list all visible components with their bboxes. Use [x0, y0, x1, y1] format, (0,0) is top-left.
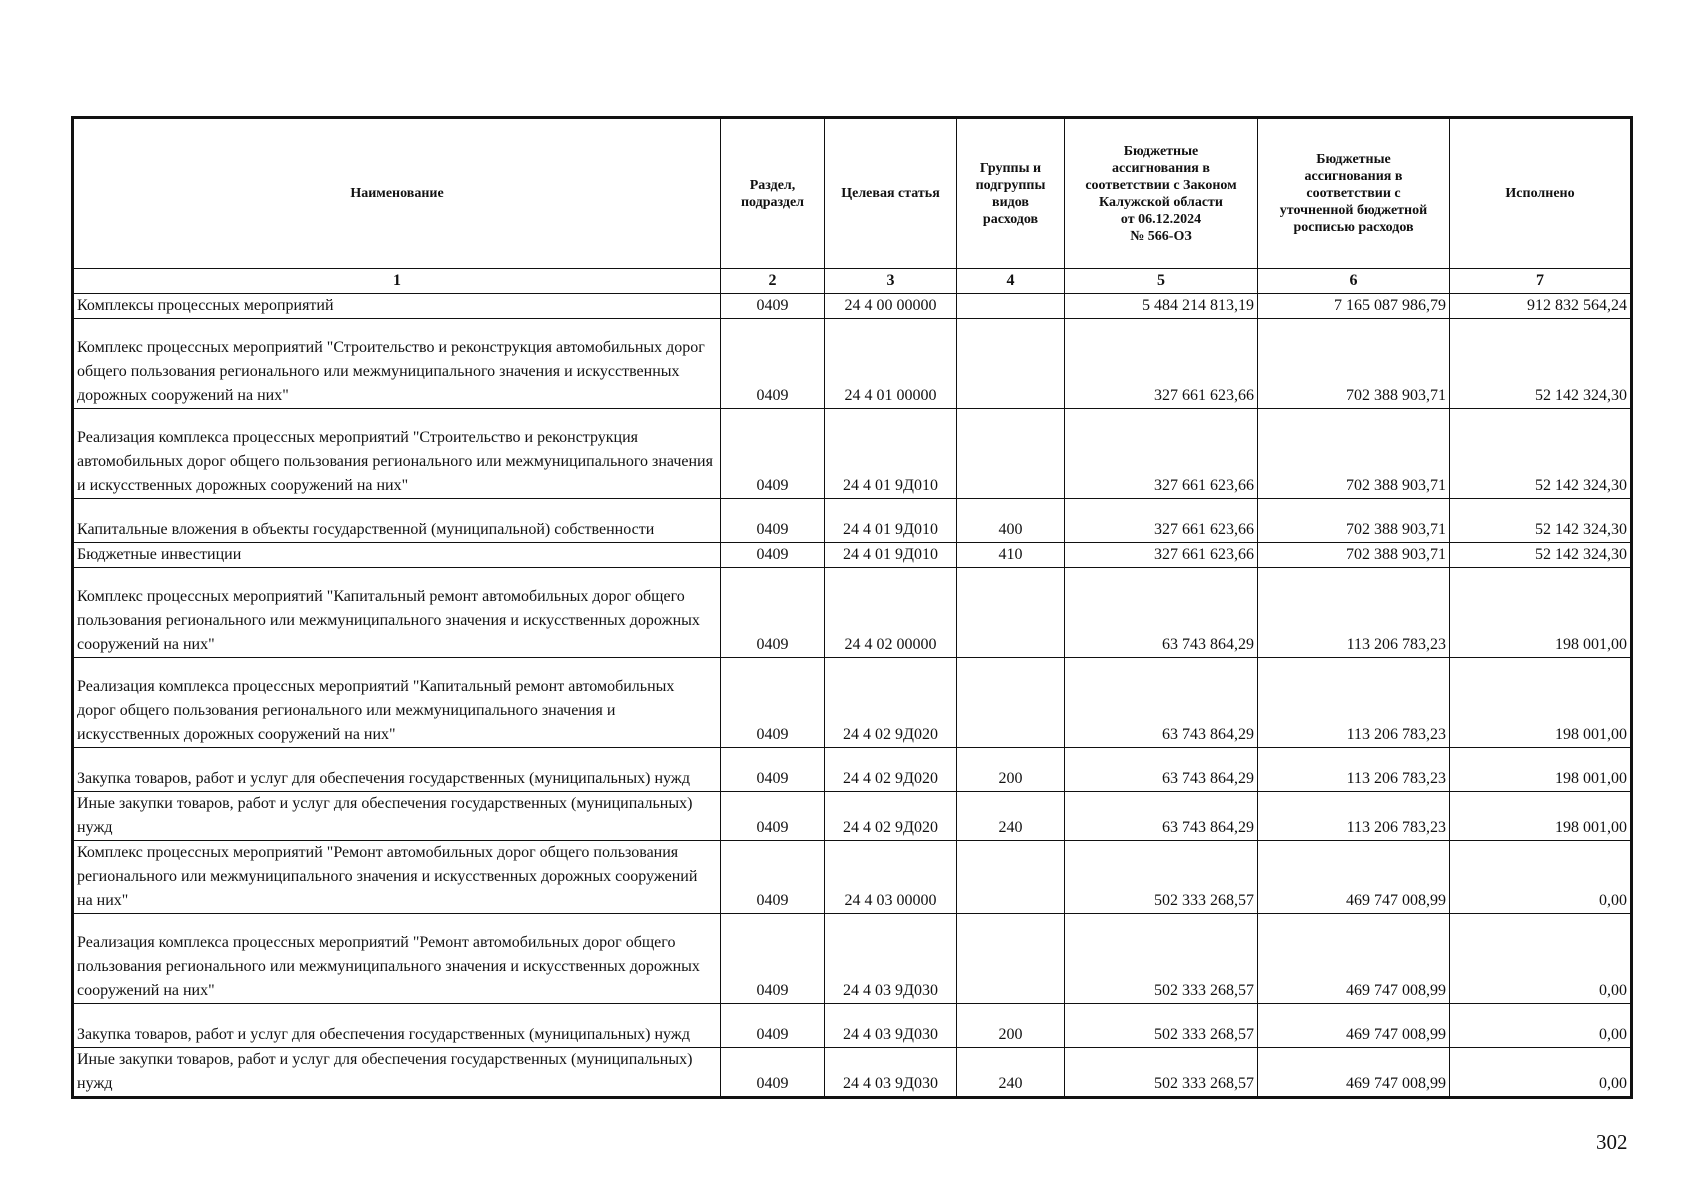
row-expense-group — [957, 841, 1065, 914]
row-executed: 0,00 — [1450, 1048, 1632, 1098]
table-row — [73, 841, 1632, 914]
table-row — [73, 409, 1632, 499]
row-executed: 0,00 — [1450, 841, 1632, 914]
row-section: 0409 — [721, 294, 825, 319]
row-expense-group — [957, 914, 1065, 1004]
row-expense-group: 400 — [957, 499, 1065, 543]
row-section: 0409 — [721, 658, 825, 748]
row-refined-allocation: 469 747 008,99 — [1258, 914, 1450, 1004]
row-section: 0409 — [721, 409, 825, 499]
row-section: 0409 — [721, 841, 825, 914]
row-expense-group — [957, 658, 1065, 748]
table-row — [73, 1048, 1632, 1098]
header-target-article: Целевая статья — [825, 118, 957, 269]
row-section: 0409 — [721, 748, 825, 792]
row-name: Комплекс процессных мероприятий "Капитальный ремонт автомобильных дорог общего пользования регионального или межмуниципального значения и искусственных дорожных сооружений на них" — [73, 568, 721, 658]
header-expense-groups: Группы и подгруппы видов расходов — [957, 118, 1065, 269]
row-executed: 52 142 324,30 — [1450, 499, 1632, 543]
row-refined-allocation: 702 388 903,71 — [1258, 543, 1450, 568]
row-executed: 198 001,00 — [1450, 748, 1632, 792]
row-refined-allocation: 469 747 008,99 — [1258, 841, 1450, 914]
row-target-article: 24 4 02 9Д020 — [825, 658, 957, 748]
row-law-allocation: 63 743 864,29 — [1065, 568, 1258, 658]
row-executed: 52 142 324,30 — [1450, 319, 1632, 409]
row-name: Иные закупки товаров, работ и услуг для обеспечения государственных (муниципальных) нужд — [73, 792, 721, 841]
table-row — [73, 914, 1632, 1004]
row-executed: 198 001,00 — [1450, 568, 1632, 658]
row-target-article: 24 4 03 9Д030 — [825, 914, 957, 1004]
column-number-row — [73, 269, 1632, 294]
row-executed: 0,00 — [1450, 1004, 1632, 1048]
column-number: 6 — [1258, 269, 1450, 294]
row-target-article: 24 4 01 9Д010 — [825, 543, 957, 568]
row-law-allocation: 327 661 623,66 — [1065, 543, 1258, 568]
row-target-article: 24 4 01 00000 — [825, 319, 957, 409]
row-law-allocation: 63 743 864,29 — [1065, 658, 1258, 748]
table-row — [73, 499, 1632, 543]
row-law-allocation: 502 333 268,57 — [1065, 914, 1258, 1004]
row-name: Комплекс процессных мероприятий "Ремонт автомобильных дорог общего пользования регионального или межмуниципального значения и искусственных дорожных сооружений на них" — [73, 841, 721, 914]
row-name: Иные закупки товаров, работ и услуг для обеспечения государственных (муниципальных) нужд — [73, 1048, 721, 1098]
budget-table — [71, 116, 1633, 1099]
table-row — [73, 658, 1632, 748]
row-refined-allocation: 7 165 087 986,79 — [1258, 294, 1450, 319]
row-target-article: 24 4 02 9Д020 — [825, 748, 957, 792]
table-row — [73, 543, 1632, 568]
column-number: 4 — [957, 269, 1065, 294]
header-name: Наименование — [73, 118, 721, 269]
row-expense-group: 240 — [957, 792, 1065, 841]
row-law-allocation: 327 661 623,66 — [1065, 409, 1258, 499]
row-name: Капитальные вложения в объекты государственной (муниципальной) собственности — [73, 499, 721, 543]
row-section: 0409 — [721, 543, 825, 568]
row-section: 0409 — [721, 499, 825, 543]
row-refined-allocation: 469 747 008,99 — [1258, 1048, 1450, 1098]
row-executed: 198 001,00 — [1450, 658, 1632, 748]
row-expense-group: 240 — [957, 1048, 1065, 1098]
column-number: 3 — [825, 269, 957, 294]
header-law-allocations: Бюджетные ассигнования в соответствии с Законом Калужской области от 06.12.2024 № 566-ОЗ — [1065, 118, 1258, 269]
row-law-allocation: 63 743 864,29 — [1065, 792, 1258, 841]
row-name: Реализация комплекса процессных мероприятий "Строительство и реконструкция автомобильных дорог общего пользования регионального или межмуниципального значения и искусственных дорожных сооружений на них" — [73, 409, 721, 499]
row-law-allocation: 502 333 268,57 — [1065, 841, 1258, 914]
row-expense-group — [957, 319, 1065, 409]
row-expense-group — [957, 568, 1065, 658]
row-refined-allocation: 113 206 783,23 — [1258, 748, 1450, 792]
table-row — [73, 1004, 1632, 1048]
row-section: 0409 — [721, 792, 825, 841]
row-target-article: 24 4 01 9Д010 — [825, 499, 957, 543]
row-name: Реализация комплекса процессных мероприятий "Ремонт автомобильных дорог общего пользования регионального или межмуниципального значения и искусственных дорожных сооружений на них" — [73, 914, 721, 1004]
row-expense-group: 200 — [957, 1004, 1065, 1048]
row-executed: 912 832 564,24 — [1450, 294, 1632, 319]
row-expense-group: 200 — [957, 748, 1065, 792]
row-expense-group — [957, 409, 1065, 499]
row-law-allocation: 502 333 268,57 — [1065, 1004, 1258, 1048]
row-target-article: 24 4 02 9Д020 — [825, 792, 957, 841]
row-name: Бюджетные инвестиции — [73, 543, 721, 568]
row-executed: 0,00 — [1450, 914, 1632, 1004]
row-expense-group — [957, 294, 1065, 319]
row-section: 0409 — [721, 568, 825, 658]
header-section: Раздел, подраздел — [721, 118, 825, 269]
row-name: Реализация комплекса процессных мероприятий "Капитальный ремонт автомобильных дорог общего пользования регионального или межмуниципального значения и искусственных дорожных сооружений на них" — [73, 658, 721, 748]
row-refined-allocation: 702 388 903,71 — [1258, 319, 1450, 409]
row-name: Комплекс процессных мероприятий "Строительство и реконструкция автомобильных дорог общего пользования регионального или межмуниципального значения и искусственных дорожных сооружений на них" — [73, 319, 721, 409]
table-row — [73, 792, 1632, 841]
row-law-allocation: 327 661 623,66 — [1065, 499, 1258, 543]
row-executed: 52 142 324,30 — [1450, 543, 1632, 568]
row-refined-allocation: 113 206 783,23 — [1258, 792, 1450, 841]
row-section: 0409 — [721, 914, 825, 1004]
row-target-article: 24 4 03 9Д030 — [825, 1048, 957, 1098]
row-expense-group: 410 — [957, 543, 1065, 568]
row-refined-allocation: 113 206 783,23 — [1258, 568, 1450, 658]
row-name: Закупка товаров, работ и услуг для обеспечения государственных (муниципальных) нужд — [73, 1004, 721, 1048]
table-row — [73, 748, 1632, 792]
row-name: Комплексы процессных мероприятий — [73, 294, 721, 319]
row-refined-allocation: 113 206 783,23 — [1258, 658, 1450, 748]
row-law-allocation: 63 743 864,29 — [1065, 748, 1258, 792]
table-row — [73, 294, 1632, 319]
row-target-article: 24 4 00 00000 — [825, 294, 957, 319]
column-number: 1 — [73, 269, 721, 294]
table-row — [73, 568, 1632, 658]
row-target-article: 24 4 03 00000 — [825, 841, 957, 914]
row-refined-allocation: 702 388 903,71 — [1258, 499, 1450, 543]
page-number: 302 — [1596, 1130, 1628, 1154]
table-row — [73, 319, 1632, 409]
row-law-allocation: 5 484 214 813,19 — [1065, 294, 1258, 319]
header-row — [73, 118, 1632, 269]
row-target-article: 24 4 01 9Д010 — [825, 409, 957, 499]
column-number: 5 — [1065, 269, 1258, 294]
row-name: Закупка товаров, работ и услуг для обеспечения государственных (муниципальных) нужд — [73, 748, 721, 792]
row-refined-allocation: 702 388 903,71 — [1258, 409, 1450, 499]
row-executed: 198 001,00 — [1450, 792, 1632, 841]
row-section: 0409 — [721, 1048, 825, 1098]
row-target-article: 24 4 02 00000 — [825, 568, 957, 658]
row-law-allocation: 327 661 623,66 — [1065, 319, 1258, 409]
row-refined-allocation: 469 747 008,99 — [1258, 1004, 1450, 1048]
row-section: 0409 — [721, 319, 825, 409]
column-number: 2 — [721, 269, 825, 294]
row-law-allocation: 502 333 268,57 — [1065, 1048, 1258, 1098]
row-target-article: 24 4 03 9Д030 — [825, 1004, 957, 1048]
header-refined-allocations: Бюджетные ассигнования в соответствии с уточненной бюджетной росписью расходов — [1258, 118, 1450, 269]
column-number: 7 — [1450, 269, 1632, 294]
header-executed: Исполнено — [1450, 118, 1632, 269]
row-executed: 52 142 324,30 — [1450, 409, 1632, 499]
row-section: 0409 — [721, 1004, 825, 1048]
